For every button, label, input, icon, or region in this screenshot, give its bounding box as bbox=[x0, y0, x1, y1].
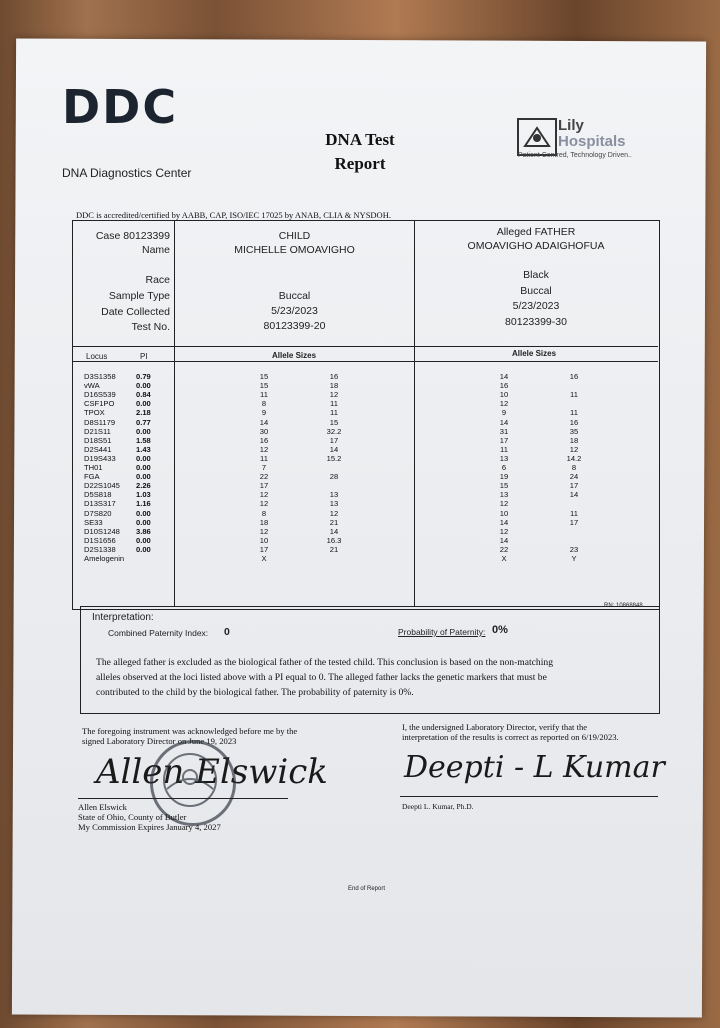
divider-header-rows bbox=[73, 346, 658, 347]
partner-name-1: Lily bbox=[558, 117, 584, 134]
director-signature: Deepti - L Kumar bbox=[404, 750, 665, 785]
father-allele-1-cell: 16 bbox=[499, 381, 509, 391]
director-signature-line bbox=[400, 796, 658, 797]
lily-hospitals-name bbox=[558, 118, 626, 150]
pi-cell: 0.77 bbox=[136, 417, 151, 427]
child-allele-1-cell: 15 bbox=[259, 381, 269, 391]
table-row bbox=[84, 463, 654, 472]
pi-cell: 0.79 bbox=[136, 372, 151, 381]
father-allele-2-cell: 16 bbox=[569, 417, 579, 427]
table-row bbox=[84, 445, 654, 454]
report-title bbox=[300, 128, 420, 176]
table-row bbox=[84, 554, 654, 563]
table-row bbox=[84, 499, 654, 508]
director-line-2: interpretation of the results is correct as reported on 6/19/2023. bbox=[402, 732, 619, 742]
child-allele-2-cell: 28 bbox=[329, 472, 339, 482]
table-row bbox=[84, 399, 654, 408]
pi-cell: 0.00 bbox=[136, 508, 151, 518]
child-allele-1-cell: 30 bbox=[259, 426, 269, 436]
child-allele-1-cell: 11 bbox=[260, 390, 268, 400]
father-allele-1-cell: 10 bbox=[499, 508, 509, 518]
father-allele-1-cell: 9 bbox=[501, 408, 507, 418]
child-allele-2-cell: 13 bbox=[329, 490, 339, 500]
locus-cell: D13S317 bbox=[84, 499, 116, 509]
child-allele-2-cell: 12 bbox=[329, 508, 339, 518]
child-allele-2-cell: 21 bbox=[329, 544, 339, 554]
table-row bbox=[84, 454, 654, 463]
father-allele-2-cell: 18 bbox=[569, 435, 579, 445]
child-allele-1-cell: 10 bbox=[259, 535, 269, 545]
pi-cell: 0.00 bbox=[136, 453, 151, 463]
father-allele-1-cell: 12 bbox=[499, 499, 509, 509]
child-allele-2-cell: 12 bbox=[329, 390, 339, 400]
child-allele-1-cell: 18 bbox=[259, 517, 269, 527]
child-allele-1-cell: 15 bbox=[259, 372, 269, 381]
partner-tagline: Patient Centred, Technology Driven.. bbox=[518, 152, 632, 159]
child-sample-type: Buccal bbox=[278, 290, 311, 302]
child-allele-1-cell: 7 bbox=[261, 463, 267, 472]
locus-cell: D21S11 bbox=[84, 426, 111, 436]
notary-line-1: The foregoing instrument was acknowledged before me by the bbox=[82, 726, 298, 736]
father-allele-2-cell: 11 bbox=[570, 408, 578, 418]
notary-signature: Allen Elswick bbox=[96, 752, 328, 792]
child-allele-2-cell: 11 bbox=[330, 408, 338, 418]
pi-cell: 0.00 bbox=[136, 381, 151, 391]
locus-cell: D22S1045 bbox=[84, 481, 120, 491]
child-allele-1-cell: 17 bbox=[259, 481, 269, 491]
locus-cell: CSF1PO bbox=[84, 399, 115, 409]
notary-signature-line bbox=[78, 798, 288, 799]
father-race: Black bbox=[523, 269, 549, 281]
father-allele-1-cell: 12 bbox=[499, 399, 509, 409]
child-allele-1-cell: 17 bbox=[259, 544, 269, 554]
child-date-collected: 5/23/2023 bbox=[271, 305, 318, 317]
locus-cell: D1S1656 bbox=[84, 535, 116, 545]
child-allele-1-cell: 14 bbox=[259, 417, 269, 427]
locus-cell: D10S1248 bbox=[84, 526, 120, 536]
child-allele-1-cell: 12 bbox=[259, 444, 269, 454]
locus-cell: D19S433 bbox=[84, 453, 116, 463]
table-row bbox=[84, 390, 654, 399]
pi-cell: 0.00 bbox=[136, 472, 151, 482]
ddc-logo: DDC bbox=[62, 80, 179, 134]
allele-rows bbox=[84, 372, 654, 602]
child-allele-2-cell: 32.2 bbox=[326, 426, 342, 436]
child-role: CHILD bbox=[278, 230, 311, 242]
pi-cell: 0.00 bbox=[136, 535, 151, 545]
child-allele-1-cell: 8 bbox=[261, 508, 267, 518]
locus-cell: D16S539 bbox=[84, 390, 116, 400]
title-line-1: DNA Test bbox=[325, 130, 395, 149]
locus-cell: D7S820 bbox=[84, 508, 112, 518]
father-allele-1-cell: 19 bbox=[499, 472, 509, 482]
notary-county: State of Ohio, County of Butler bbox=[78, 812, 187, 822]
father-allele-1-cell: 14 bbox=[499, 535, 509, 545]
father-allele-2-cell: 16 bbox=[569, 372, 579, 381]
interpretation-line-3: contributed to the child by the biological father. The probability of paternity is 0%. bbox=[96, 687, 414, 698]
cpi-value: 0 bbox=[224, 626, 230, 638]
table-row bbox=[84, 536, 654, 545]
end-of-report: End of Report bbox=[348, 886, 386, 892]
father-allele-1-cell: 11 bbox=[500, 444, 508, 454]
father-allele-1-cell: 12 bbox=[499, 526, 509, 536]
child-allele-2-cell: 15 bbox=[329, 417, 339, 427]
sample-type-label: Sample Type bbox=[108, 290, 170, 302]
child-allele-1-cell: 12 bbox=[259, 490, 269, 500]
father-allele-2-cell: 8 bbox=[571, 463, 577, 472]
locus-cell: Amelogenin bbox=[84, 554, 125, 563]
father-allele-1-cell: 17 bbox=[499, 435, 509, 445]
table-row bbox=[84, 372, 654, 381]
child-allele-1-cell: 22 bbox=[259, 472, 269, 482]
ddc-logo-subtitle: DNA Diagnostics Center bbox=[62, 166, 192, 180]
child-allele-2-cell: 17 bbox=[329, 435, 339, 445]
child-allele-2-cell: 11 bbox=[330, 399, 338, 409]
father-test-no: 80123399-30 bbox=[505, 316, 567, 328]
pi-cell: 1.03 bbox=[136, 490, 151, 500]
partner-name-2: Hospitals bbox=[558, 133, 626, 150]
locus-cell: TH01 bbox=[84, 463, 103, 472]
pi-cell: 0.00 bbox=[136, 463, 151, 472]
interpretation-heading: Interpretation: bbox=[92, 612, 154, 623]
director-text bbox=[402, 722, 619, 742]
pi-cell: 1.43 bbox=[136, 444, 151, 454]
child-allele-2-cell: 14 bbox=[329, 444, 339, 454]
table-row bbox=[84, 509, 654, 518]
table-row bbox=[84, 472, 654, 481]
pi-cell: 0.00 bbox=[136, 426, 151, 436]
father-allele-2-cell: 11 bbox=[570, 390, 578, 400]
director-line-1: I, the undersigned Laboratory Director, verify that the bbox=[402, 722, 588, 732]
col-pi: PI bbox=[140, 352, 148, 361]
test-no-label: Test No. bbox=[131, 321, 170, 333]
father-allele-1-cell: 13 bbox=[499, 490, 509, 500]
father-allele-1-cell: 14 bbox=[499, 517, 509, 527]
locus-cell: vWA bbox=[84, 381, 100, 391]
locus-cell: D5S818 bbox=[84, 490, 112, 500]
table-row bbox=[84, 527, 654, 536]
father-allele-1-cell: 22 bbox=[499, 544, 509, 554]
child-allele-2-cell: 14 bbox=[329, 526, 339, 536]
locus-cell: D2S1338 bbox=[84, 544, 116, 554]
notary-commission: My Commission Expires January 4, 2027 bbox=[78, 822, 221, 832]
table-row bbox=[84, 518, 654, 527]
father-allele-2-cell: 17 bbox=[569, 517, 579, 527]
table-row bbox=[84, 436, 654, 445]
race-label: Race bbox=[145, 274, 170, 286]
table-row bbox=[84, 408, 654, 417]
father-allele-2-cell: 23 bbox=[569, 544, 579, 554]
pi-cell: 1.58 bbox=[136, 435, 151, 445]
father-allele-2-cell: 24 bbox=[569, 472, 579, 482]
father-allele-1-cell: X bbox=[501, 554, 507, 563]
child-allele-1-cell: 9 bbox=[261, 408, 267, 418]
lily-hospitals-logo-icon bbox=[517, 118, 557, 156]
col-child-alleles: Allele Sizes bbox=[272, 351, 317, 360]
father-allele-1-cell: 13 bbox=[499, 453, 509, 463]
child-allele-2-cell: 18 bbox=[329, 381, 339, 391]
cpi-label: Combined Paternity Index: bbox=[108, 628, 209, 638]
child-allele-2-cell: 15.2 bbox=[326, 453, 342, 463]
notary-line-2: signed Laboratory Director on June 19, 2023 bbox=[82, 736, 237, 746]
interpretation-line-2: alleles observed at the loci listed above with a PI equal to 0. The alleged father lacks the genetic markers that must be bbox=[96, 672, 547, 683]
pi-cell: 0.00 bbox=[136, 399, 151, 409]
interpretation-paragraph bbox=[96, 655, 656, 700]
table-row bbox=[84, 490, 654, 499]
father-allele-2-cell: 11 bbox=[570, 508, 578, 518]
pi-cell: 0.84 bbox=[136, 390, 151, 400]
father-date-collected: 5/23/2023 bbox=[512, 300, 560, 312]
child-allele-2-cell: 16 bbox=[329, 372, 339, 381]
father-allele-2-cell: 14.2 bbox=[566, 453, 582, 463]
locus-cell: D2S441 bbox=[84, 444, 112, 454]
father-allele-1-cell: 6 bbox=[501, 463, 507, 472]
child-allele-1-cell: 8 bbox=[261, 399, 267, 409]
title-line-2: Report bbox=[334, 154, 386, 173]
father-role: Alleged FATHER bbox=[496, 226, 576, 238]
locus-cell: FGA bbox=[84, 472, 100, 482]
child-allele-1-cell: 16 bbox=[259, 435, 269, 445]
locus-cell: D18S51 bbox=[84, 435, 112, 445]
locus-cell: D8S1179 bbox=[84, 417, 116, 427]
date-collected-label: Date Collected bbox=[101, 306, 170, 318]
accreditation-line: DDC is accredited/certified by AABB, CAP, ISO/IEC 17025 by ANAB, CLIA & NYSDOH. bbox=[76, 210, 391, 220]
child-test-no: 80123399-20 bbox=[263, 320, 326, 332]
father-allele-2-cell: 12 bbox=[569, 444, 579, 454]
locus-cell: D3S1358 bbox=[84, 372, 116, 381]
table-row bbox=[84, 427, 654, 436]
divider-column-headers bbox=[73, 361, 658, 362]
pi-cell: 0.00 bbox=[136, 517, 151, 527]
father-allele-1-cell: 10 bbox=[499, 390, 509, 400]
child-allele-2-cell: 13 bbox=[329, 499, 339, 509]
pi-cell: 0.00 bbox=[136, 544, 151, 554]
father-allele-1-cell: 15 bbox=[499, 481, 509, 491]
child-allele-2-cell: 21 bbox=[329, 517, 339, 527]
locus-cell: SE33 bbox=[84, 517, 103, 527]
father-allele-1-cell: 14 bbox=[499, 372, 509, 381]
father-allele-2-cell: 35 bbox=[569, 426, 579, 436]
notary-name: Allen Elswick bbox=[78, 802, 127, 812]
rn-number: RN: 10868848 bbox=[604, 603, 643, 609]
pi-cell: 2.26 bbox=[136, 481, 151, 491]
table-row bbox=[84, 545, 654, 554]
child-allele-1-cell: 12 bbox=[259, 499, 269, 509]
child-allele-1-cell: 11 bbox=[260, 453, 268, 463]
pi-cell: 3.86 bbox=[136, 526, 151, 536]
father-allele-1-cell: 31 bbox=[499, 426, 509, 436]
table-row bbox=[84, 481, 654, 490]
father-allele-2-cell: Y bbox=[571, 554, 577, 563]
notary-details bbox=[78, 802, 221, 832]
case-label: Case 80123399 bbox=[95, 230, 170, 242]
pi-cell: 2.18 bbox=[136, 408, 151, 418]
pi-cell: 1.16 bbox=[136, 499, 151, 509]
child-allele-2-cell: 16.3 bbox=[326, 535, 342, 545]
probability-value: 0% bbox=[492, 624, 508, 636]
interpretation-line-1: The alleged father is excluded as the biological father of the tested child. This conclusion is based on the non-matching bbox=[96, 657, 553, 668]
table-row bbox=[84, 418, 654, 427]
child-allele-1-cell: X bbox=[261, 554, 267, 563]
col-locus: Locus bbox=[86, 352, 108, 361]
father-allele-2-cell: 17 bbox=[569, 481, 579, 491]
father-allele-1-cell: 14 bbox=[499, 417, 509, 427]
father-allele-2-cell: 14 bbox=[569, 490, 579, 500]
child-name: MICHELLE OMOAVIGHO bbox=[234, 244, 355, 256]
table-row bbox=[84, 381, 654, 390]
locus-cell: TPOX bbox=[84, 408, 105, 418]
director-name: Deepti L. Kumar, Ph.D. bbox=[402, 802, 474, 811]
col-father-alleles: Allele Sizes bbox=[512, 349, 557, 358]
name-label: Name bbox=[141, 244, 170, 256]
child-allele-1-cell: 12 bbox=[259, 526, 269, 536]
father-sample-type: Buccal bbox=[520, 285, 552, 297]
father-name: OMOAVIGHO ADAIGHOFUA bbox=[467, 240, 605, 252]
probability-label: Probability of Paternity: bbox=[398, 627, 486, 637]
